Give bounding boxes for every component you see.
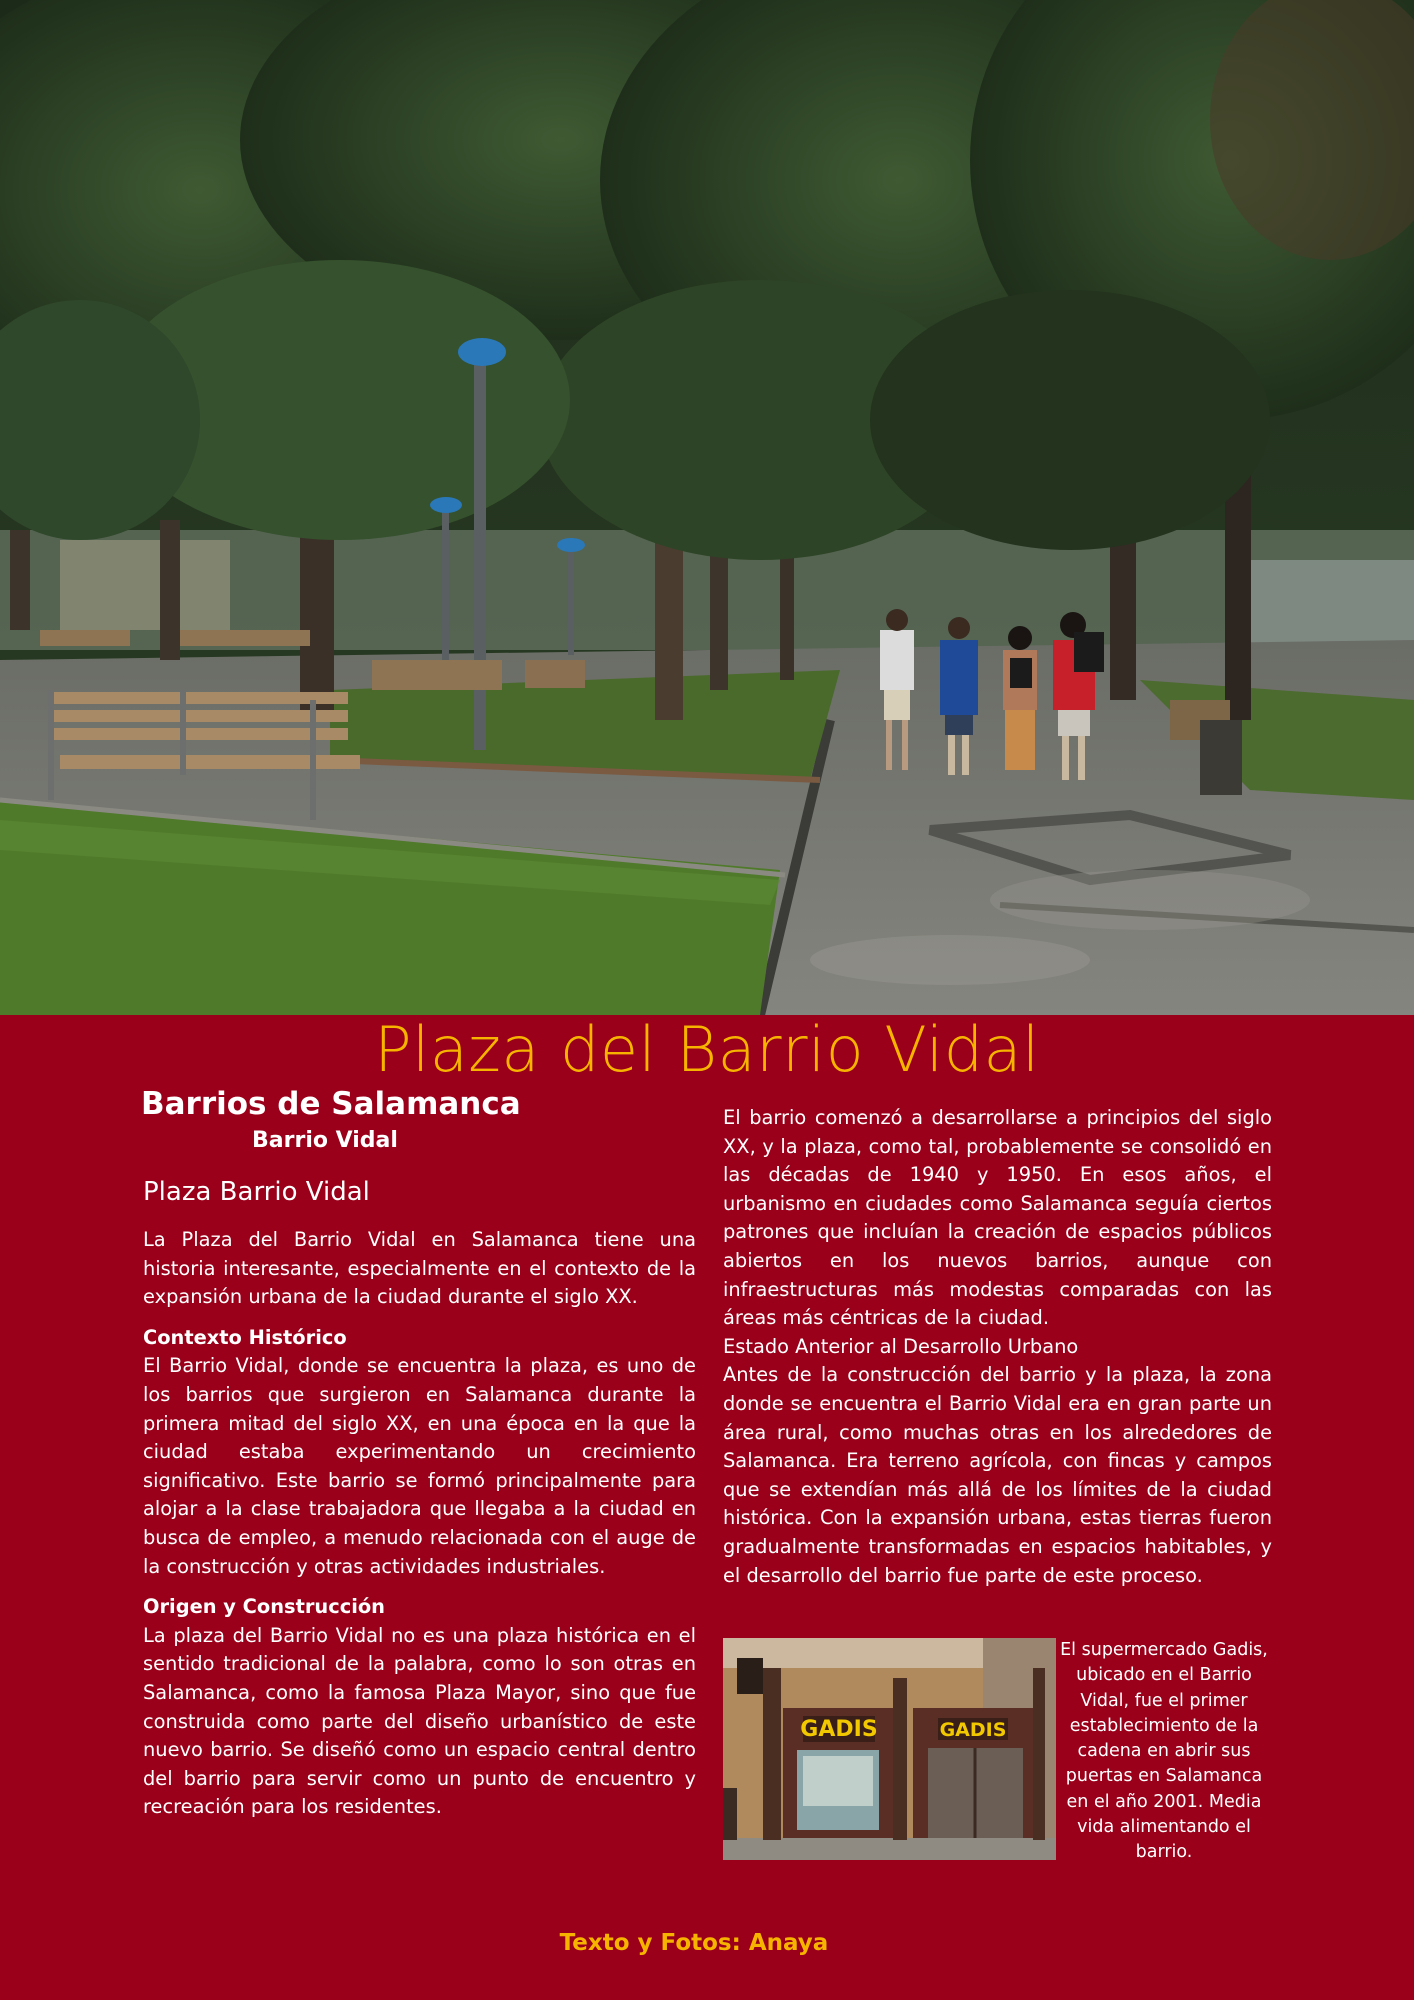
- development-paragraph: El barrio comenzó a desarrollarse a principios del siglo XX, y la plaza, como tal, probablemente se consolidó en las décadas de 1940 y 1950. En esos años, el urbanismo en ciudades como Salamanca seguía ciertos patrones que incluían la creación de espacios públicos abiertos en los nuevos barrios, aunque con infraestructuras más modestas comparadas con las áreas más céntricas de la ciudad.: [723, 1106, 1272, 1330]
- page-title: Plaza del Barrio Vidal: [374, 1013, 1040, 1086]
- figure-caption: El supermercado Gadis, ubicado en el Barrio Vidal, fue el primer establecimiento de la cadena en abrir sus puertas en Salamanca en el año 2001. Media vida alimentando el barrio.: [1060, 1640, 1268, 1863]
- right-column: [723, 1104, 1272, 1590]
- gadis-sign-2: GADIS: [939, 1719, 1007, 1741]
- origin-paragraph: La plaza del Barrio Vidal no es una plaza histórica en el sentido tradicional de la palabra, como lo son otras en Salamanca, como la famosa Plaza Mayor, sino que fue construida como parte del diseño urbanístico de este nuevo barrio. Se diseñó como un espacio central dentro del barrio para servir como un punto de encuentro y recreación para los residentes.: [143, 1623, 696, 1819]
- supermarket-photo: [723, 1638, 1056, 1860]
- previous-state-paragraph: Antes de la construcción del barrio y la plaza, la zona donde se encuentra el Barrio Vidal era en gran parte un área rural, como muchas otras en los alrededores de Salamanca. Era terreno agrícola, con fincas y campos que se extendían más allá de los límites de la ciudad histórica. Con la expansión urbana, estas tierras fueron gradualmente transformadas en espacios habitables, y el desarrollo del barrio fue parte de este proceso.: [723, 1363, 1272, 1587]
- history-heading: Contexto Histórico: [143, 1325, 347, 1349]
- section-heading: Barrios de Salamanca: [141, 1086, 521, 1122]
- intro-paragraph: La Plaza del Barrio Vidal en Salamanca tiene una historia interesante, especialmente en el contexto de la expansión urbana de la ciudad durante el siglo XX.: [143, 1228, 696, 1309]
- history-paragraph: El Barrio Vidal, donde se encuentra la plaza, es uno de los barrios que surgieron en Salamanca durante la primera mitad del siglo XX, en una época en la que la ciudad estaba experimentando un crecimiento significativo. Este barrio se formó principalmente para alojar a la clase trabajadora que llegaba a la ciudad en busca de empleo, a menudo relacionada con el auge de la construcción y otras actividades industriales.: [143, 1354, 696, 1578]
- credits: Texto y Fotos: Anaya: [559, 1930, 829, 1956]
- previous-state-heading: Estado Anterior al Desarrollo Urbano: [723, 1334, 1079, 1358]
- article-title: Plaza Barrio Vidal: [143, 1177, 370, 1207]
- gadis-figure: [723, 1638, 1272, 1863]
- subsection-heading: Barrio Vidal: [252, 1128, 398, 1153]
- left-column: [143, 1084, 696, 1822]
- gadis-sign-1: GADIS: [800, 1717, 878, 1742]
- origin-heading: Origen y Construcción: [143, 1595, 385, 1619]
- storefront-icon: [723, 1638, 1056, 1860]
